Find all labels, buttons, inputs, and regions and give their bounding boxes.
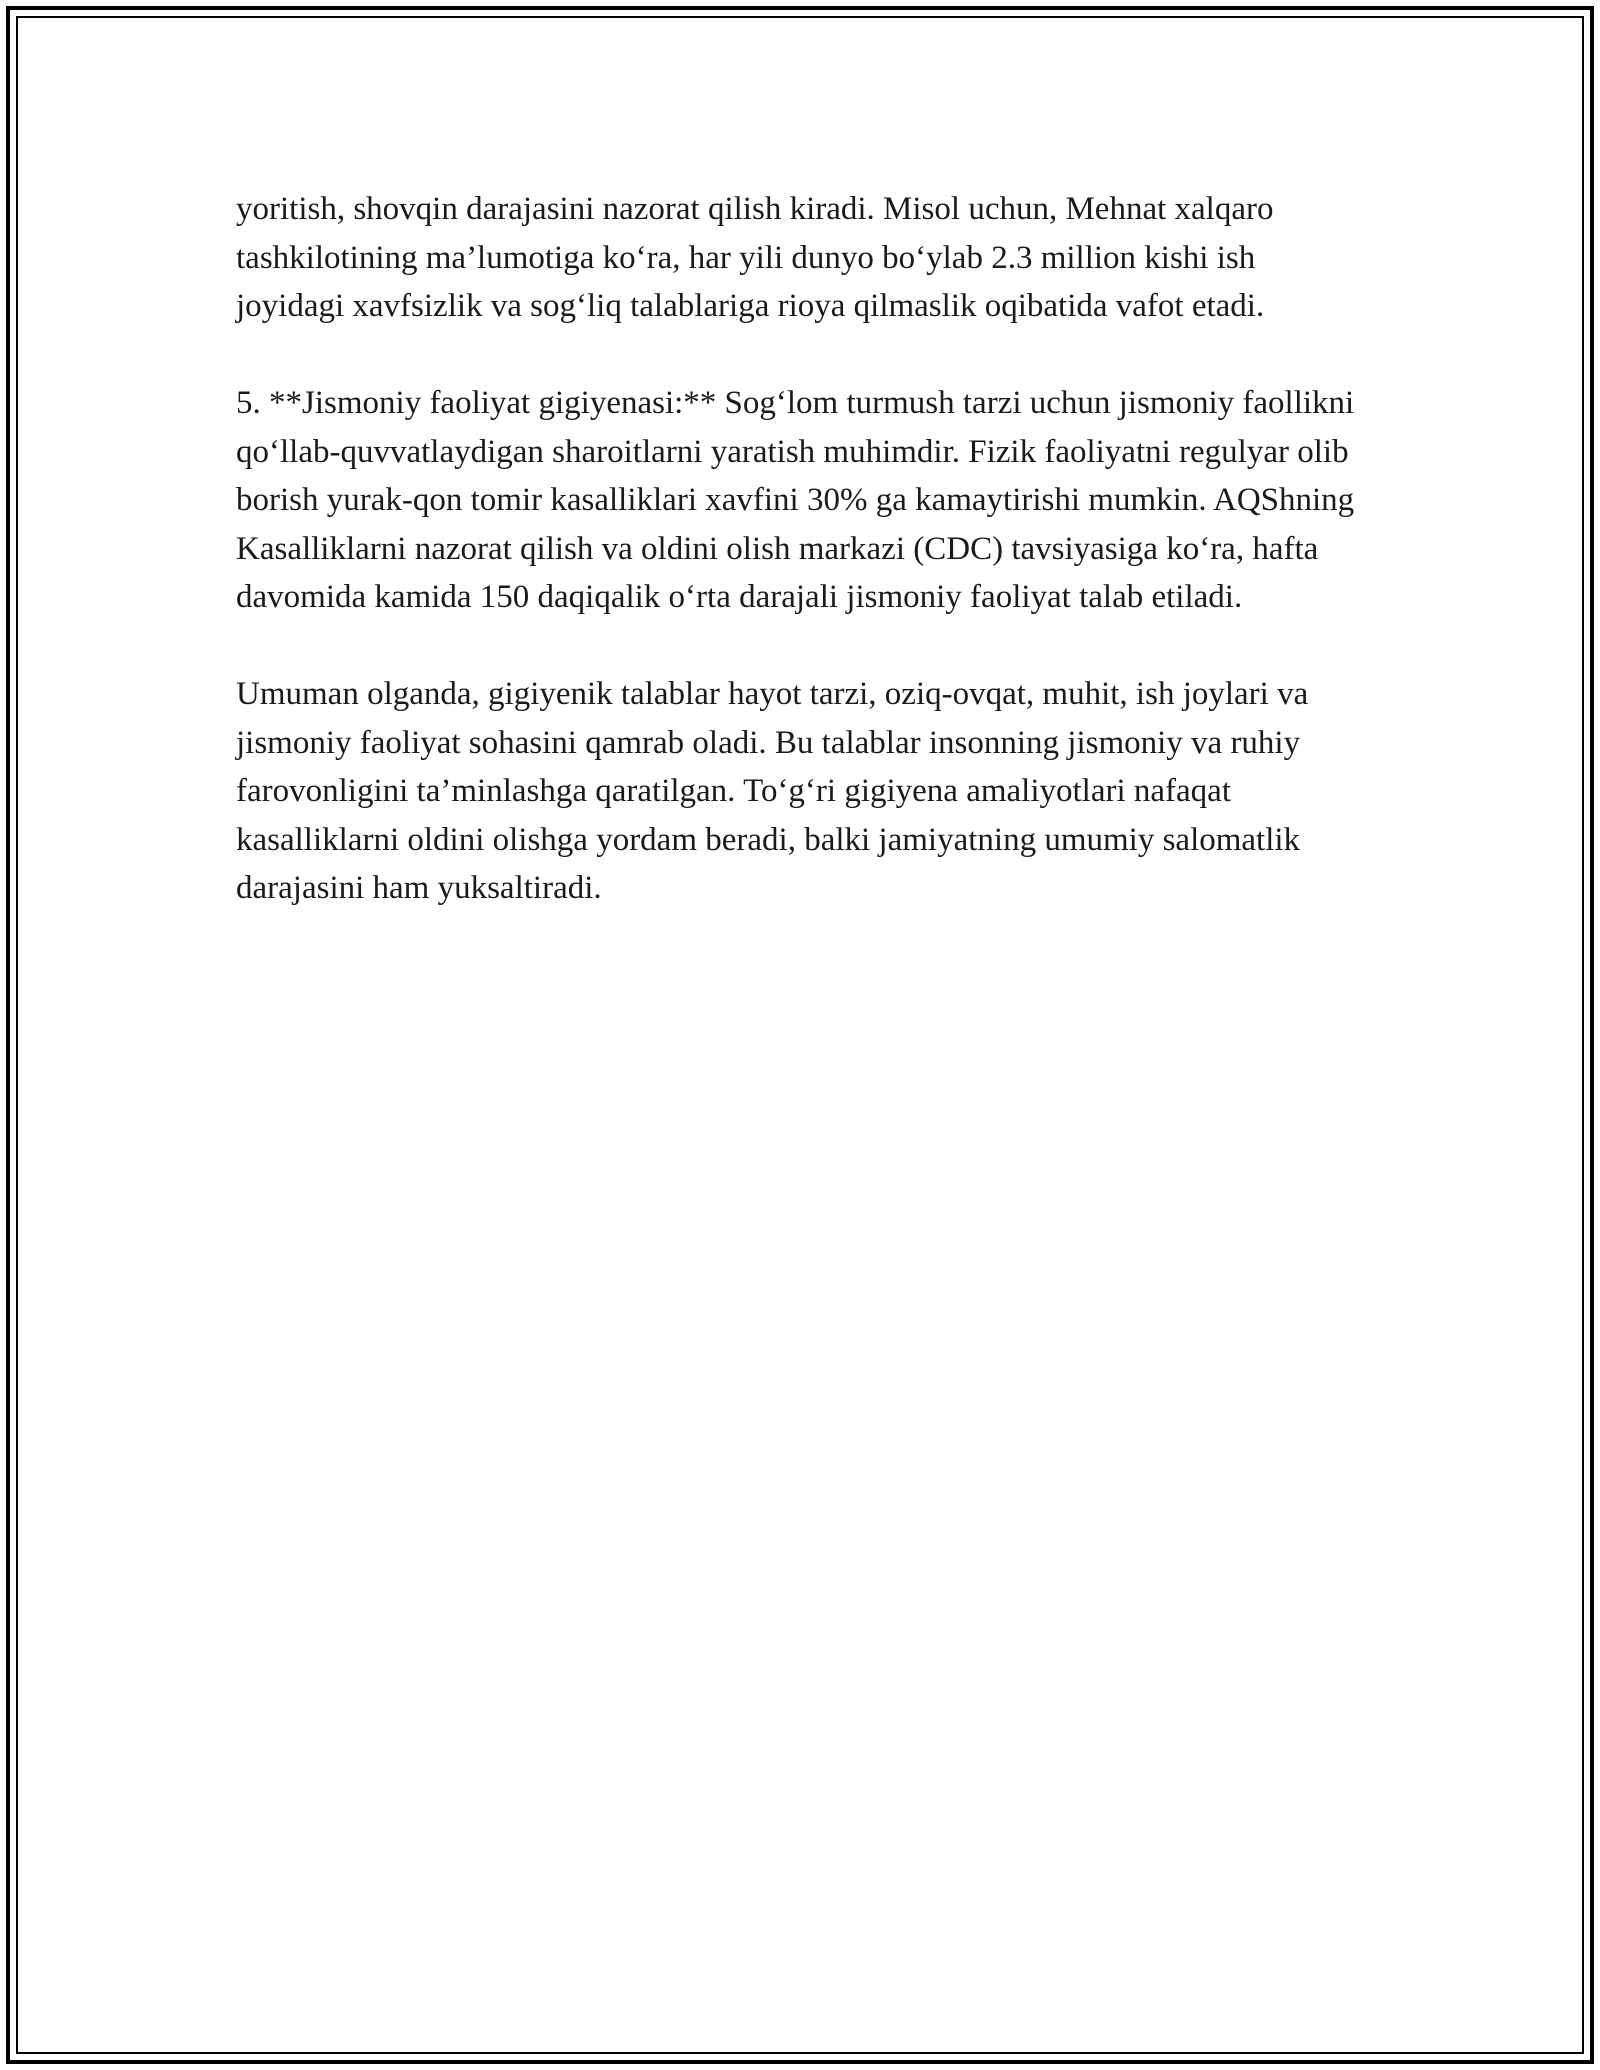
- paragraph-conclusion: Umuman olganda, gigiyenik talablar hayot tarzi, oziq-ovqat, muhit, ish joylari va jismoniy faoliyat sohasini qamrab oladi. Bu talablar insonning jismoniy va ruhiy farovonligini ta’minlashga qaratilgan. To‘g‘ri gigiyena amaliyotlari nafaqat kasalliklarni oldini olishga yordam beradi, balki jamiyatning umumiy salomatlik darajasini ham yuksaltiradi.: [236, 676, 1309, 906]
- paragraph-workplace-hygiene: yoritish, shovqin darajasini nazorat qilish kiradi. Misol uchun, Mehnat xalqaro tashkilotining ma’lumotiga ko‘ra, har yili dunyo bo‘ylab 2.3 million kishi ish joyidagi xavfsizlik va sog‘liq talablariga rioya qilmaslik oqibatida vafot etadi.: [236, 191, 1274, 324]
- document-body: [236, 185, 1366, 913]
- paragraph-physical-activity-hygiene: 5. **Jismoniy faoliyat gigiyenasi:** Sog‘lom turmush tarzi uchun jismoniy faollikni qo‘llab-quvvatlaydigan sharoitlarni yaratish muhimdir. Fizik faoliyatni regulyar olib borish yurak-qon tomir kasalliklari xavfini 30% ga kamaytirishi mumkin. AQShning Kasalliklarni nazorat qilish va oldini olish markazi (CDC) tavsiyasiga ko‘ra, hafta davomida kamida 150 daqiqalik o‘rta darajali jismoniy faoliyat talab etiladi.: [236, 385, 1355, 615]
